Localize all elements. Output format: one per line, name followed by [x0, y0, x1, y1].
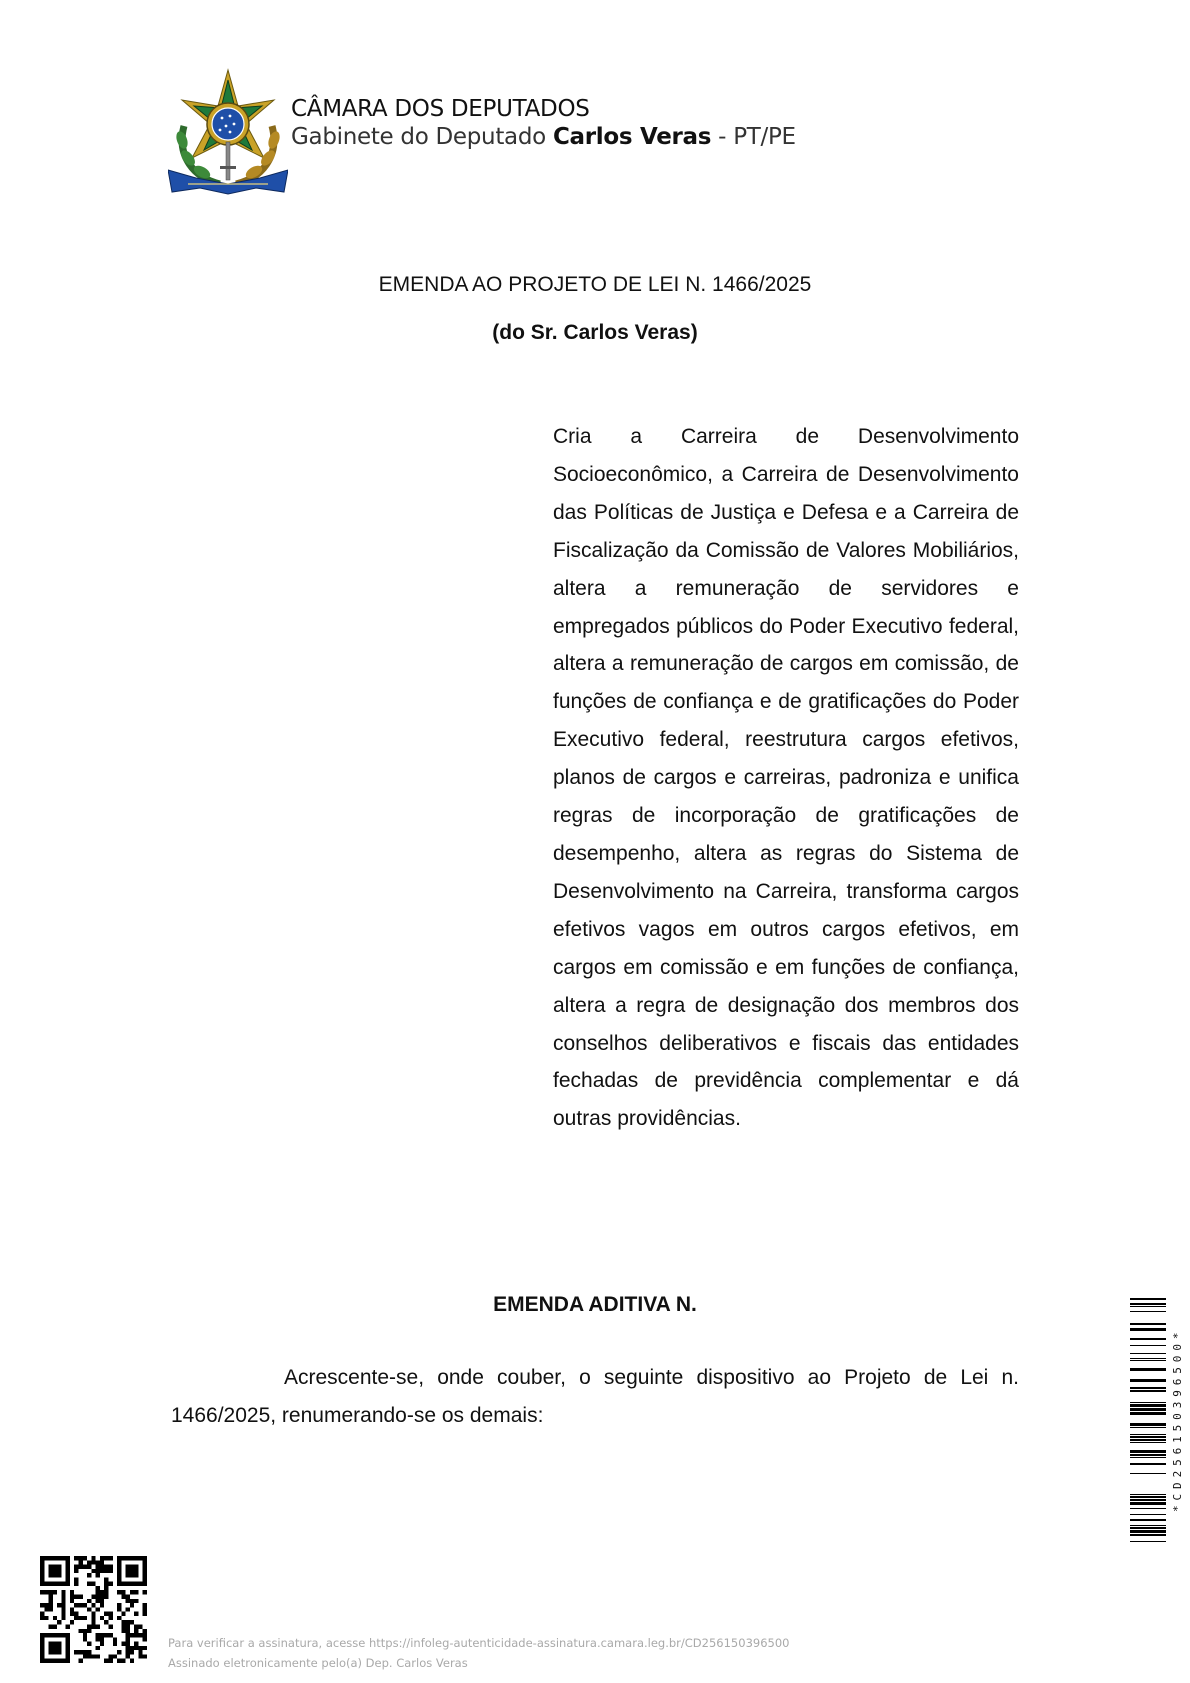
barcode-icon [1130, 1298, 1166, 1542]
document-author: (do Sr. Carlos Veras) [492, 321, 698, 344]
party-suffix: - PT/PE [711, 124, 796, 150]
footer-text [168, 1633, 789, 1673]
brazil-coat-of-arms-icon [168, 66, 288, 198]
ementa-paragraph: Cria a Carreira de Desenvolvimento Socioeconômico, a Carreira de Desenvolvimento das Políticas de Justiça e Defesa e a Carreira de Fiscalização da Comissão de Valores Mobiliários, altera a remuneração de servidores e empregados públicos do Poder Executivo federal, altera a remuneração de cargos em comissão, de funções de confiança e de gratificações do Poder Executivo federal, reestrutura cargos efetivos, planos de cargos e carreiras, padroniza e unifica regras de incorporação de gratificações de desempenho, altera as regras do Sistema de Desenvolvimento na Carreira, transforma cargos efetivos vagos em outros cargos efetivos, em cargos em comissão e em funções de confiança, altera a regra de designação dos membros dos conselhos deliberativos e fiscais das entidades fechadas de previdência complementar e dá outras providências. [553, 425, 1019, 1131]
document-title: EMENDA AO PROJETO DE LEI N. 1466/2025 [378, 273, 812, 296]
institution-name: CÂMARA DOS DEPUTADOS [291, 96, 590, 122]
header-text [291, 95, 796, 151]
amendment-heading: EMENDA ADITIVA N. [493, 1293, 697, 1316]
verify-link-text: Para verificar a assinatura, acesse https://infoleg-autenticidade-assinatura.camara.leg.br/CD256150396500 [168, 1636, 790, 1650]
signed-by-text: Assinado eletronicamente pelo(a) Dep. Carlos Veras [168, 1656, 468, 1670]
office-prefix: Gabinete do Deputado [291, 124, 553, 150]
body-paragraph: Acrescente-se, onde couber, o seguinte dispositivo ao Projeto de Lei n. 1466/2025, renumerando-se os demais: [171, 1366, 1019, 1427]
deputy-name: Carlos Veras [552, 124, 712, 150]
qr-code-icon [40, 1556, 147, 1663]
barcode-text: *CD256150396500* [1171, 1327, 1184, 1513]
office-line [291, 123, 796, 151]
